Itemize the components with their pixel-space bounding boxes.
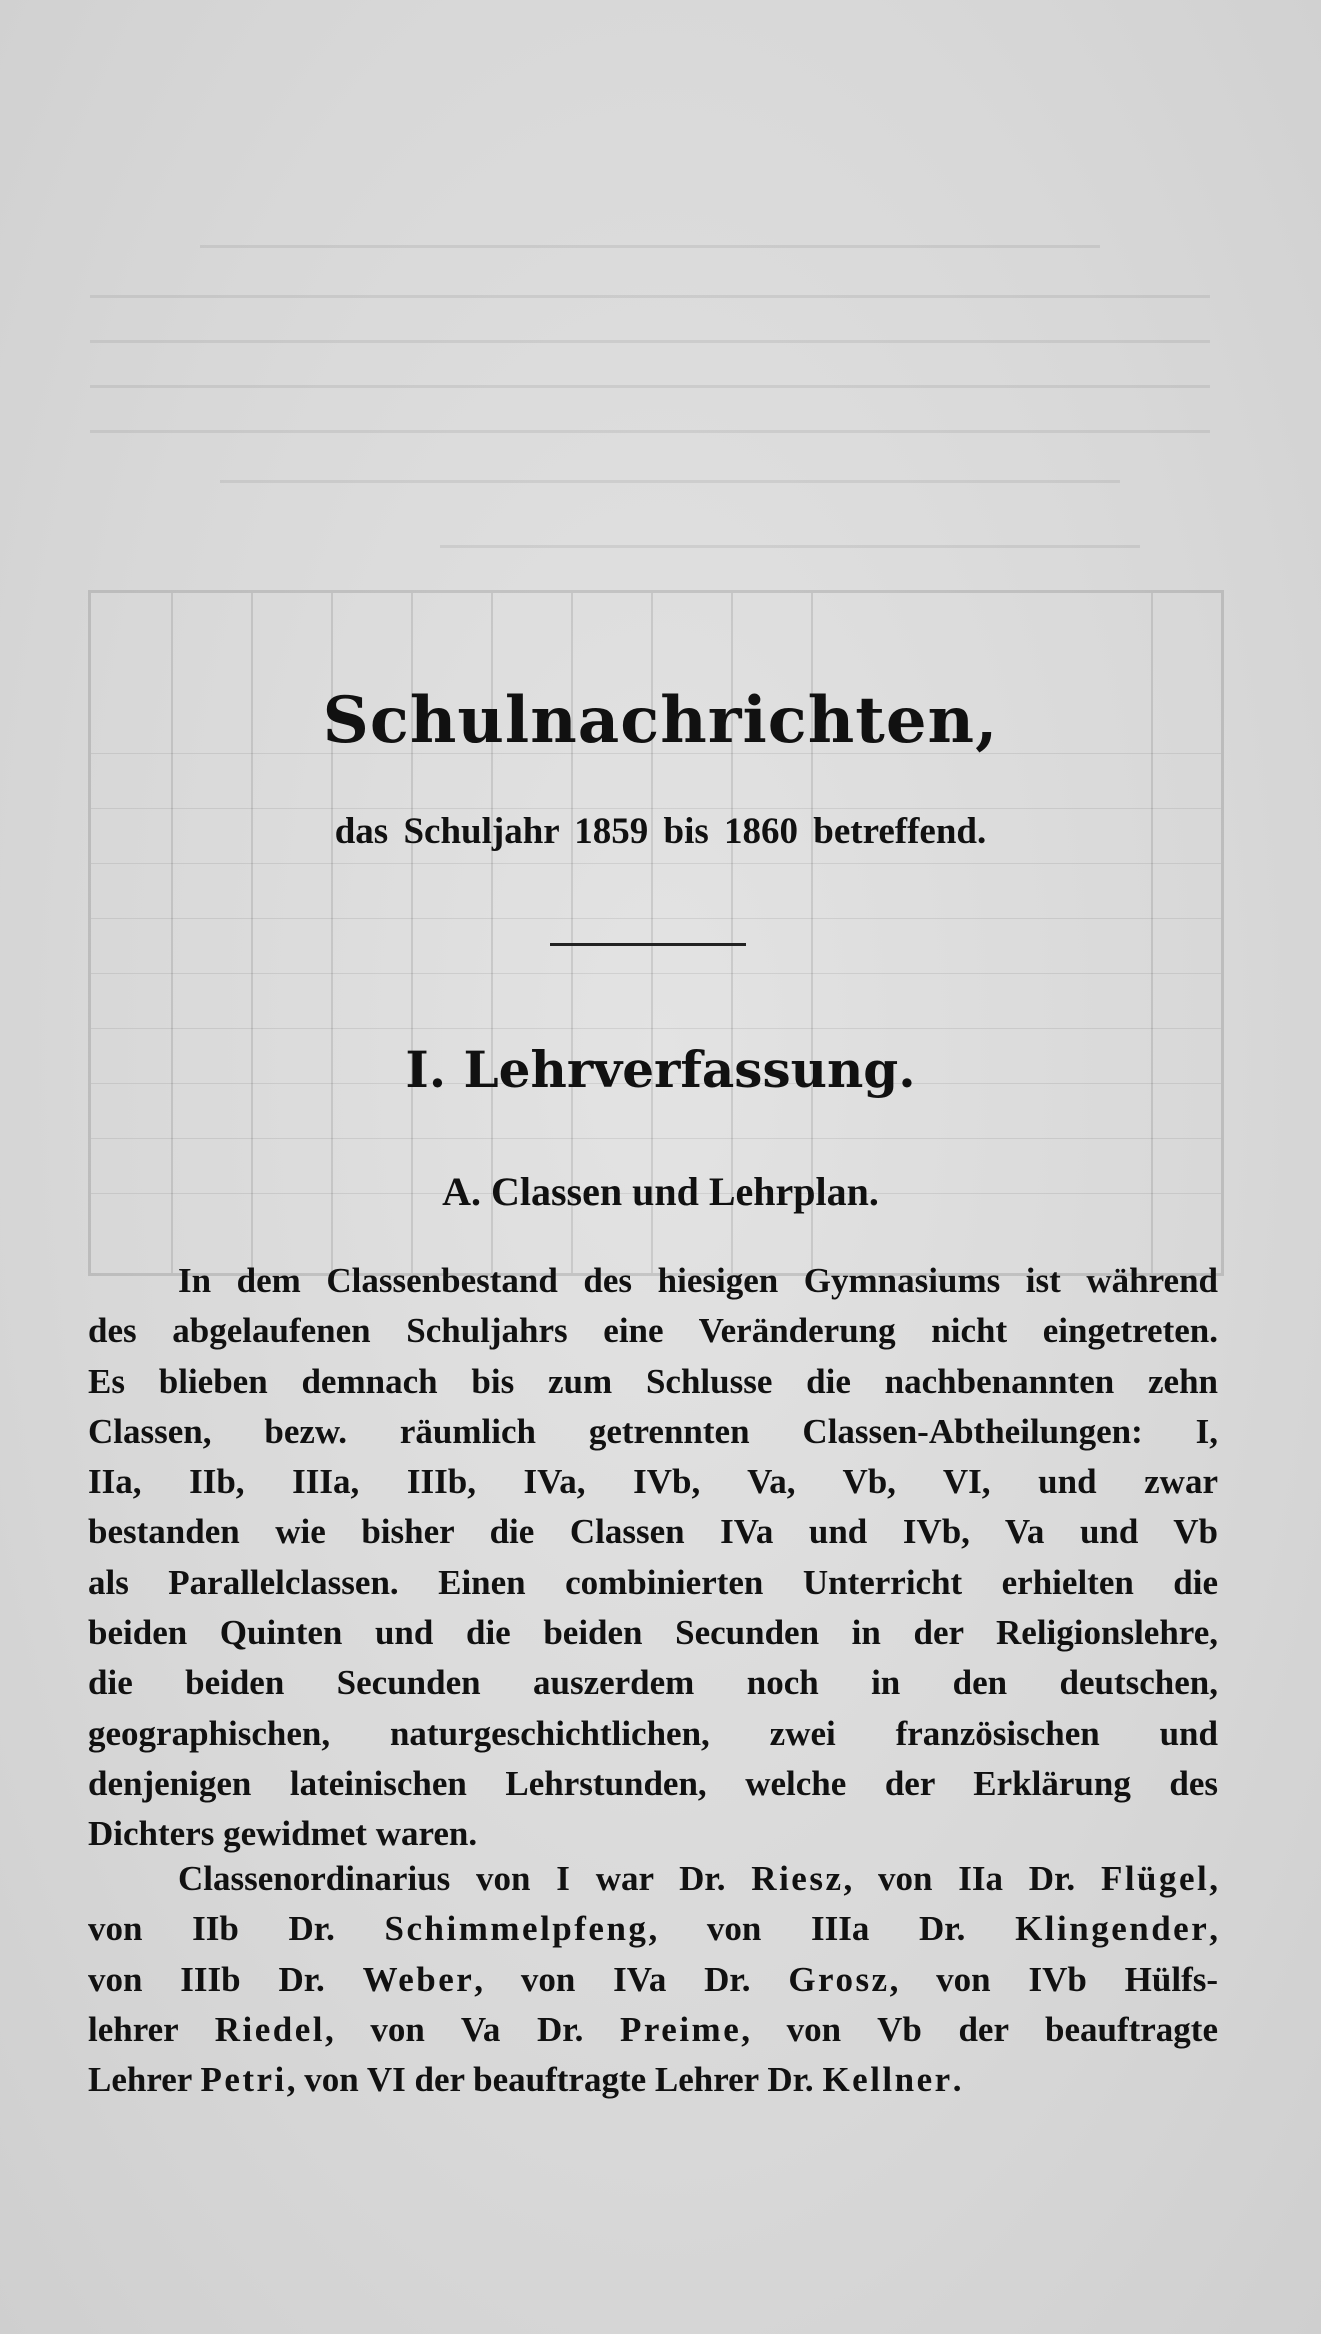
text-run: , [1209, 1909, 1218, 1949]
teacher-name: Schimmelpfeng [384, 1909, 649, 1949]
text-run: . [952, 2060, 962, 2100]
subsection-heading: A. Classen und Lehrplan. [442, 1169, 879, 1214]
ghost-line [90, 345, 1210, 388]
text-run: , von VI der beauftragte Lehrer Dr. [286, 2060, 823, 2100]
page-subtitle: das Schuljahr 1859 bis 1860 betreffend. [334, 811, 987, 852]
teacher-name: Riedel [214, 2009, 325, 2049]
text-line [88, 2005, 1218, 2055]
text-line: Classen, bezw. räumlich getrennten Classen-Abtheilungen: I, [88, 1411, 1218, 1451]
ghost-row [91, 918, 1221, 919]
ghost-row [91, 973, 1221, 974]
text-line: Es blieben demnach bis zum Schlusse die nachbenannten zehn [88, 1361, 1218, 1401]
ghost-line [90, 255, 1210, 298]
ghost-row [91, 808, 1221, 809]
text-line: bestanden wie bisher die Classen IVa und IVb, Va und Vb [88, 1512, 1218, 1552]
divider-rule [550, 943, 746, 946]
teacher-name: Preime [620, 2009, 742, 2049]
text-run: , von IVb Hülfs- [889, 1959, 1219, 1999]
text-line [88, 2055, 1218, 2105]
text-line [88, 1904, 1218, 1954]
ghost-line [220, 440, 1120, 483]
teacher-name: Kellner [822, 2060, 953, 2100]
text-run: von IIIb Dr. [88, 1959, 363, 1999]
text-line [88, 1955, 1218, 2005]
ghost-row [91, 863, 1221, 864]
teacher-name: Weber [362, 1959, 475, 1999]
page-title: Schulnachrichten, [322, 683, 999, 758]
text-line: des abgelaufenen Schuljahrs eine Veränderung nicht eingetreten. [88, 1311, 1218, 1351]
text-line: In dem Classenbestand des hiesigen Gymnasiums ist während [178, 1261, 1218, 1300]
text-run: lehrer [88, 2009, 215, 2049]
text-run: Classenordinarius von I war Dr. [178, 1859, 752, 1898]
teacher-name: Flügel [1100, 1859, 1210, 1898]
paragraph-classes [88, 1256, 1218, 1860]
text-line: die beiden Secunden auszerdem noch in den deutschen, [88, 1663, 1218, 1703]
ghost-line [440, 505, 1140, 548]
text-run: , von IIIa Dr. [648, 1909, 1016, 1949]
text-line: geographischen, naturgeschichtlichen, zwei französischen und [88, 1713, 1218, 1753]
text-run: Lehrer [88, 2060, 201, 2100]
text-run: , von IVa Dr. [474, 1959, 789, 1999]
text-run: , von Va Dr. [324, 2009, 620, 2049]
text-line: als Parallelclassen. Einen combinierten Unterricht erhielten die [88, 1562, 1218, 1602]
text-line: beiden Quinten und die beiden Secunden in der Religionslehre, [88, 1613, 1218, 1653]
teacher-name: Petri [200, 2060, 287, 2100]
text-run: von IIb Dr. [88, 1909, 385, 1949]
text-line: Dichters gewidmet waren. [88, 1814, 478, 1854]
ghost-line [90, 300, 1210, 343]
teacher-name: Klingender [1015, 1909, 1210, 1949]
ghost-line [90, 390, 1210, 433]
teacher-name: Riesz [751, 1859, 844, 1898]
text-run: , [1209, 1859, 1219, 1898]
ghost-row [91, 1028, 1221, 1029]
text-line: IIa, IIb, IIIa, IIIb, IVa, IVb, Va, Vb, VI, und zwar [88, 1462, 1218, 1502]
ghost-line [200, 205, 1100, 248]
teacher-name: Grosz [788, 1959, 890, 1999]
text-line [88, 1854, 1218, 1904]
text-run: , von Vb der beauftragte [741, 2009, 1218, 2049]
text-run: , von IIa Dr. [843, 1859, 1101, 1898]
text-line: denjenigen lateinischen Lehrstunden, welche der Erklärung des [88, 1763, 1218, 1803]
ghost-row [91, 1138, 1221, 1139]
section-heading: I. Lehrverfassung. [405, 1040, 916, 1099]
paragraph-ordinarii [88, 1854, 1218, 2105]
